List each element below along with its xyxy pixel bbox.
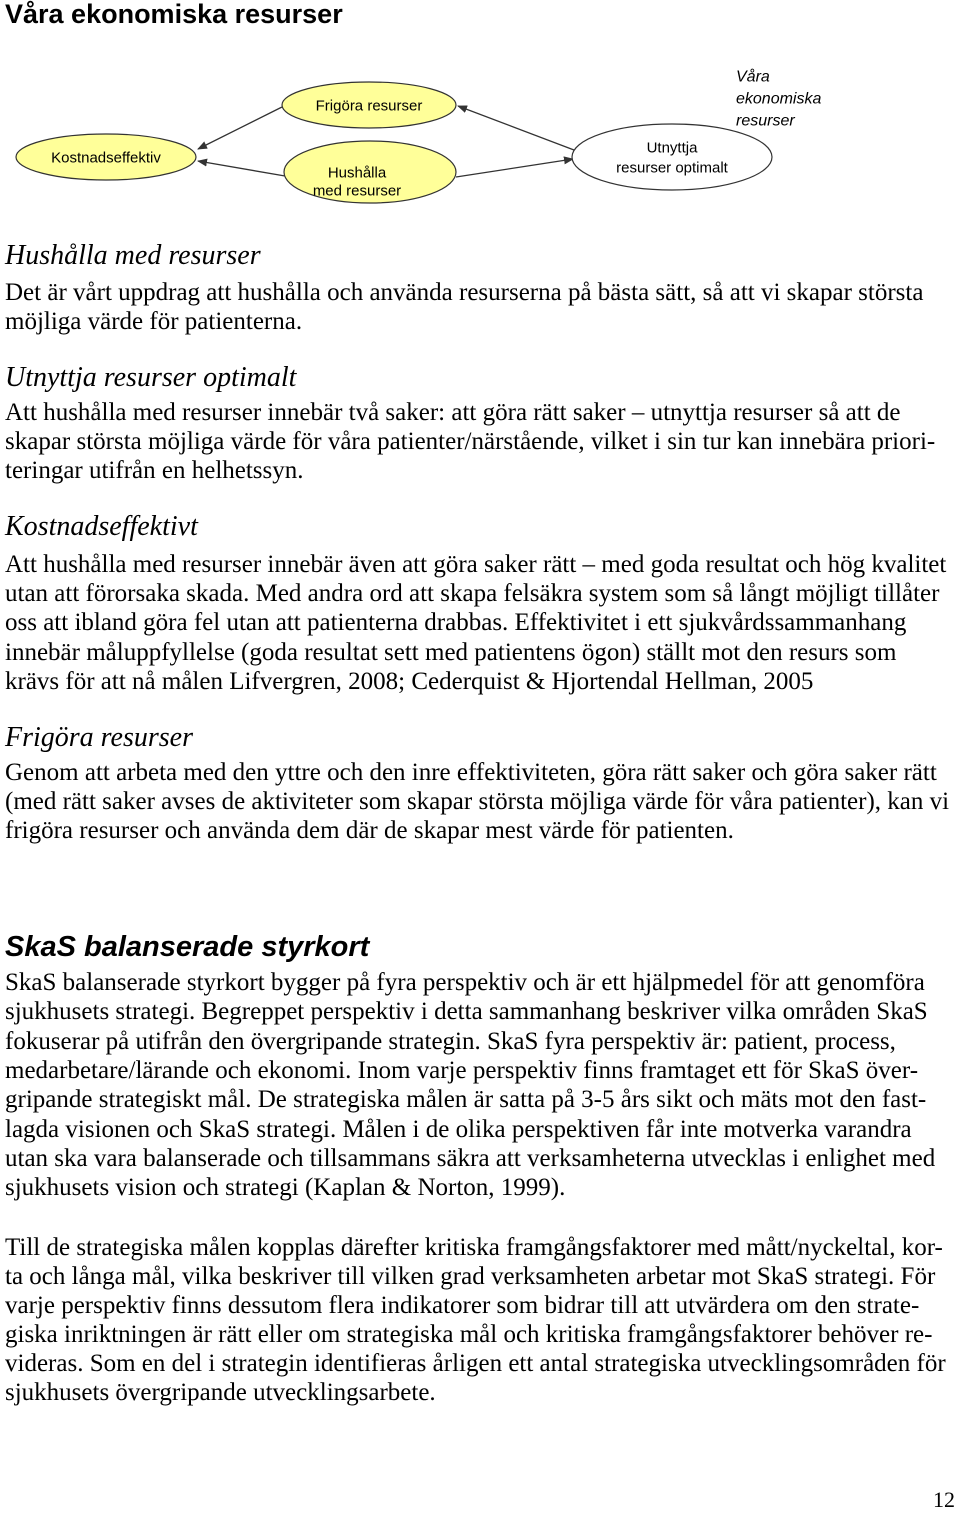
node-hushalla-label-line1: Hushålla [327,164,387,182]
body-line: Genom att arbeta med den yttre och den inre effektiviteten, göra rätt saker och göra saker rätt [5,759,937,786]
body-line: videras. Som en del i strategin identifieras årligen ett antal strategiska utvecklingsområden för [5,1350,946,1377]
section-heading-kostnadseffektivt: Kostnadseffektivt [5,511,198,542]
body-line: utan att förorsaka skada. Med andra ord att skapa felsäkra system som så långt möjligt tillåter [5,580,940,607]
node-utnyttja-resurser-optimalt [572,124,772,190]
diagram-side-label-line3: resurser [736,112,795,130]
diagram-side-label-line2: ekonomiska [736,90,822,108]
section-heading-hushalla: Hushålla med resurser [5,240,261,271]
arrow-utnyttja-to-frigora [458,106,574,150]
body-line: innebär måluppfyllelse (goda resultat sett med patientens ögon) ställt mot den resurs som [5,639,897,666]
body-line: Det är vårt uppdrag att hushålla och använda resurserna på bästa sätt, så att vi skapar största [5,279,924,306]
node-utnyttja-label-line2: resurser optimalt [616,159,728,177]
body-line: Till de strategiska målen kopplas därefter kritiska framgångsfaktorer med mått/nyckeltal, kor- [5,1234,943,1261]
body-line: oss att ibland göra fel utan att patienterna drabbas. Effektivitet i ett sjukvårdssammanhang [5,609,907,636]
body-line: sjukhusets vision och strategi (Kaplan & Norton, 1999). [5,1174,566,1201]
section-heading-skas-styrkort: SkaS balanserade styrkort [5,931,370,963]
page-number: 12 [933,1487,955,1512]
body-line: lagda visionen och SkaS strategi. Målen i de olika perspektiven får inte motverka varandra [5,1116,912,1143]
node-frigora-resurser-label: Frigöra resurser [315,97,423,115]
body-line: varje perspektiv finns dessutom flera indikatorer som bidrar till att utvärdera om den strate- [5,1292,920,1319]
body-line: gripande strategiskt mål. De strategiska målen är satta på 3-5 års sikt och mäts mot den fast- [5,1086,927,1113]
body-line: fokuserar på utifrån den övergripande strategin. SkaS fyra perspektiv är: patient, process, [5,1028,896,1055]
arrow-frigora-to-kostnadseffektiv [198,107,282,149]
body-line: medarbetare/lärande och ekonomi. Inom varje perspektiv finns framtaget ett för SkaS över- [5,1057,919,1084]
body-line: giska inriktningen är rätt eller om strategiska mål och kritiska framgångsfaktorer behöver re- [5,1321,933,1348]
body-line: Att hushålla med resurser innebär även att göra saker rätt – med goda resultat och hög kvalitet [5,551,947,578]
diagram-side-label-line1: Våra [736,68,770,86]
node-kostnadseffektiv-label: Kostnadseffektiv [51,149,161,167]
body-line: krävs för att nå målen Lifvergren, 2008; Cederquist & Hjortendal Hellman, 2005 [5,668,814,695]
body-line: teringar utifrån en helhetssyn. [5,457,304,484]
body-line: möjliga värde för patienterna. [5,308,303,335]
body-line: Att hushålla med resurser innebär två saker: att göra rätt saker – utnyttja resurser så att de [5,399,901,426]
body-line: SkaS balanserade styrkort bygger på fyra perspektiv och är ett hjälpmedel för att genomföra [5,969,925,996]
arrow-hushalla-to-utnyttja [456,159,573,177]
body-line: sjukhusets övergripande utvecklingsarbete. [5,1379,436,1406]
resources-diagram [0,0,960,215]
body-line: skapar största möjliga värde för våra patienter/närstående, vilket i sin tur kan innebära priori- [5,428,936,455]
arrow-hushalla-to-kostnadseffektiv [198,161,285,176]
body-line: frigöra resurser och använda dem där de skapar mest värde för patienten. [5,817,734,844]
body-line: utan ska vara balanserade och tillsammans säkra att verksamheterna utvecklas i enlighet med [5,1145,936,1172]
node-hushalla-label-line2: med resurser [312,182,402,200]
body-line: (med rätt saker avses de aktiviteter som skapar största möjliga värde för våra patienter), kan vi [5,788,950,815]
body-line: ta och långa mål, vilka beskriver till vilken grad verksamheten arbetar mot SkaS strategi. För [5,1263,936,1290]
section-heading-frigora: Frigöra resurser [5,722,193,753]
body-line: sjukhusets strategi. Begreppet perspektiv i detta sammanhang beskriver vilka områden SkaS [5,998,928,1025]
section-heading-utnyttja: Utnyttja resurser optimalt [5,362,297,393]
page-title: Våra ekonomiska resurser [5,0,343,29]
node-utnyttja-label-line1: Utnyttja [646,139,698,157]
